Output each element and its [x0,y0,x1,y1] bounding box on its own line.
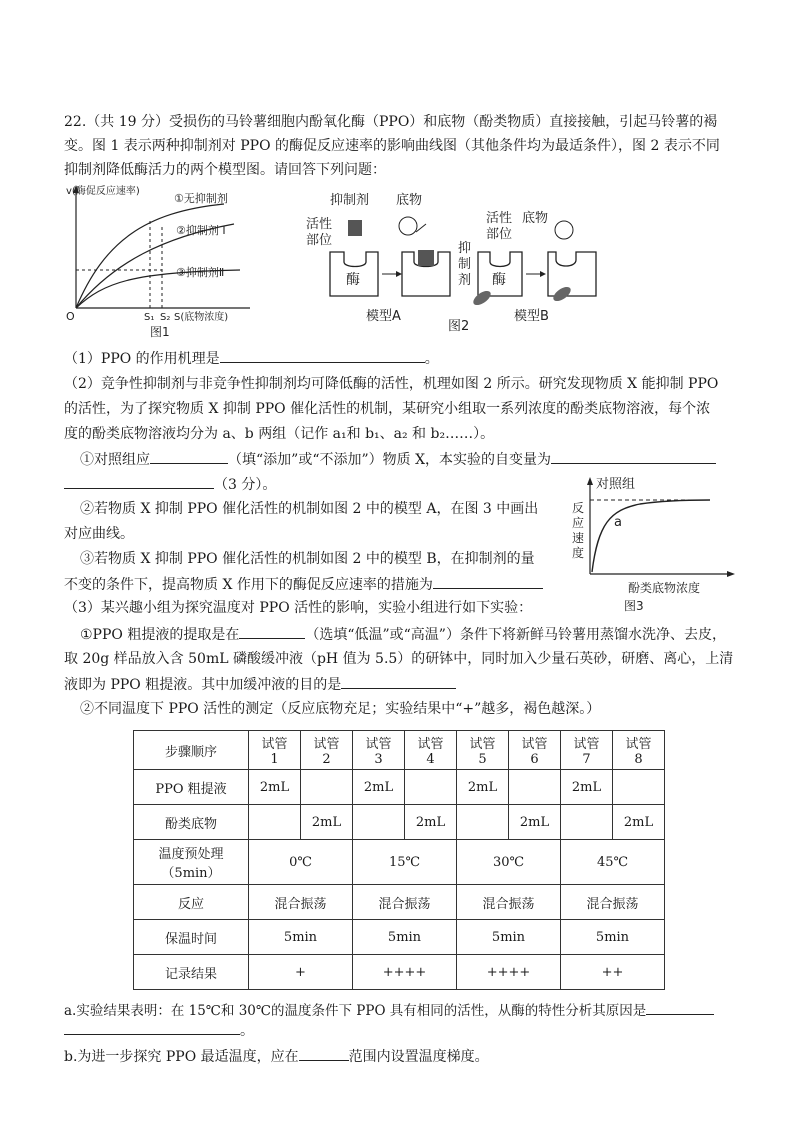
table-header-tube-5: 试管 5 [457,731,509,770]
answer-blank-10[interactable] [299,1046,349,1061]
answer-blank-6[interactable] [239,624,305,639]
figure-1-curve-1-label: ①无抑制剂 [174,192,228,205]
question-1-text: （1）PPO 的作用机理是 [64,351,220,367]
question-3-sub-1-d: 液即为 PPO 粗提液。其中加缓冲液的目的是 [64,677,342,693]
table-cell: 5min [249,920,353,955]
question-intro-line-1: 22.（共 19 分）受损伤的马铃薯细胞内酚氧化酶（PPO）和底物（酚类物质）直接接触，引起马铃薯的褐 [64,114,718,130]
figure-3-curve [592,500,710,572]
figure-2-substrate-a-label: 底物 [396,193,423,208]
table-row [134,805,665,840]
figure-3-curve-label: a [614,515,622,530]
table-cell [249,805,301,840]
question-a-end: 。 [240,1023,254,1039]
figure-1 [64,182,264,340]
question-1-end: 。 [424,351,439,367]
table-cell: ++++ [353,955,457,990]
figure-1-s2: S₂ [160,312,171,323]
figure-2 [300,186,610,336]
table-header-tube-7: 试管 7 [561,731,613,770]
figure-3-control-label: 对照组 [596,477,636,492]
row-label-substrate: 酚类底物 [134,805,249,840]
figure-1-s1: S₁ [144,312,155,323]
table-cell [457,805,509,840]
figure-2-inhibitor-b-char-2: 制 [458,257,472,272]
table-cell: 混合振荡 [561,885,665,920]
table-header-tube-1: 试管 1 [249,731,301,770]
figure-2-active-site-b-label: 活性 [486,211,513,226]
answer-blank-2[interactable] [150,449,228,464]
figure-2-active-site-a-label-2: 部位 [306,233,333,248]
question-b [64,1046,489,1067]
table-cell: 15℃ [353,840,457,885]
table-cell [405,770,457,805]
table-cell: 45℃ [561,840,665,885]
table-cell [509,770,561,805]
answer-blank-3[interactable] [551,449,716,464]
figure-3-caption: 图3 [624,599,644,613]
question-2-line-3: 度的酚类底物溶液均分为 a、b 两组（记作 a₁和 b₁、a₂ 和 b₂……）。 [64,426,495,442]
figure-2-inhibitor-b-char-3: 剂 [458,273,472,288]
question-intro-line-2: 变。图 1 表示两种抑制剂对 PPO 的酶促反应速率的影响曲线图（其他条件均为最适条件），图 2 表示不同 [64,138,720,154]
figure-2-substrate-b-label: 底物 [522,211,549,226]
experiment-table [133,730,665,990]
table-header-tube-4: 试管 4 [405,731,457,770]
answer-blank-9[interactable] [64,1020,240,1035]
figure-2-substrate-a [399,217,417,235]
answer-blank-1[interactable] [220,348,425,363]
question-2-sub-3-line-2 [64,574,543,595]
figure-1-curve-3-label: ③抑制剂Ⅱ [176,266,225,279]
figure-2-active-site-b-label-2: 部位 [486,227,513,242]
table-cell: 2mL [301,805,353,840]
question-a [64,1000,714,1021]
answer-blank-4[interactable] [64,474,214,489]
table-row [134,920,665,955]
figure-2-model-b-label: 模型B [514,309,549,324]
figure-2-model-a-label: 模型A [366,309,401,324]
table-cell: 混合振荡 [353,885,457,920]
figure-3-ylabel-3: 速 [572,531,585,545]
table-cell: 2mL [353,770,405,805]
table-header-tube-2: 试管 2 [301,731,353,770]
answer-blank-5[interactable] [433,574,543,589]
figure-1-xlabel: S(底物浓度) [174,312,229,323]
table-row [134,840,665,885]
question-2-line-2: 的活性，为了探究物质 X 抑制 PPO 催化活性的机制，某研究小组取一系列浓度的酚类底物溶液，每个浓 [64,401,711,417]
figure-3 [570,474,740,614]
table-cell: 2mL [561,770,613,805]
table-cell: 0℃ [249,840,353,885]
figure-2-enzyme-b-label: 酶 [492,272,506,288]
question-2-sub-3-line-1: ③若物质 X 抑制 PPO 催化活性的机制如图 2 中的模型 B，在抑制剂的量 [80,551,535,567]
table-cell: ++++ [457,955,561,990]
figure-1-origin: O [66,310,75,323]
figure-2-active-site-a-label: 活性 [306,217,333,232]
table-row [134,731,665,770]
row-label-temperature: 温度预处理 （5min） [134,840,249,885]
figure-2-inhibitor-shape-a [348,220,362,236]
table-row [134,885,665,920]
figure-2-caption: 图2 [448,319,470,334]
question-a-text: a.实验结果表明：在 15℃和 30℃的温度条件下 PPO 具有相同的活性，从酶的特性分析其原因是 [64,1003,647,1019]
table-cell: ++ [561,955,665,990]
table-cell [561,805,613,840]
table-header-tube-6: 试管 6 [509,731,561,770]
table-cell: 2mL [405,805,457,840]
table-cell [613,770,665,805]
table-header-tube-3: 试管 3 [353,731,405,770]
table-cell: 混合振荡 [249,885,353,920]
question-3-sub-2: ②不同温度下 PPO 活性的测定（反应底物充足；实验结果中“+”越多，褐色越深。） [80,701,601,717]
figure-2-inhibitor-label: 抑制剂 [330,193,370,208]
figure-1-caption: 图1 [150,325,170,339]
table-row [134,955,665,990]
table-cell [301,770,353,805]
figure-3-ylabel-4: 度 [572,546,585,560]
table-cell: 2mL [613,805,665,840]
question-2-sub-3-text: 不变的条件下，提高物质 X 作用下的酶促反应速率的措施为 [64,577,433,593]
table-cell: 混合振荡 [457,885,561,920]
question-1 [64,348,439,369]
row-label-keep-time: 保温时间 [134,920,249,955]
figure-1-curve-2-label: ②抑制剂 I [176,224,226,237]
row-label-result: 记录结果 [134,955,249,990]
table-cell [353,805,405,840]
figure-3-ylabel-1: 反 [572,501,585,515]
table-cell: 5min [353,920,457,955]
question-2-sub-2-line-2: 对应曲线。 [64,526,134,542]
question-2-line-1: （2）竞争性抑制剂与非竞争性抑制剂均可降低酶的活性，机理如图 2 所示。研究发现物质 X 能抑制 PPO [64,376,719,392]
table-header-tube-8: 试管 8 [613,731,665,770]
answer-blank-7[interactable] [341,674,456,689]
row-label-ppo: PPO 粗提液 [134,770,249,805]
table-cell: 30℃ [457,840,561,885]
question-2-sub-1 [80,449,716,470]
answer-blank-8[interactable] [646,1000,714,1015]
table-cell: 2mL [457,770,509,805]
table-corner: 步骤顺序 [134,731,249,770]
question-3-sub-1-a: ①PPO 粗提液的提取是在 [80,627,240,643]
question-intro-line-3: 抑制剂降低酶活力的两个模型图。请回答下列问题： [64,162,386,178]
figure-3-xlabel: 酚类底物浓度 [628,581,701,595]
figure-3-ylabel-2: 应 [572,516,585,530]
table-cell: 2mL [249,770,301,805]
table-cell: 5min [457,920,561,955]
question-3-sub-1-b: （选填“低温”或“高温”）条件下将新鲜马铃薯用蒸馏水洗净、去皮， [305,627,726,643]
table-row [134,770,665,805]
question-3-sub-1-line-3 [64,674,456,695]
question-2-sub-1-a: ①对照组应 [80,452,150,468]
question-2-sub-2-line-1: ②若物质 X 抑制 PPO 催化活性的机制如图 2 中的模型 A，在图 3 中画出 [80,501,539,517]
row-label-reaction: 反应 [134,885,249,920]
table-cell: 5min [561,920,665,955]
question-3-sub-1-line-2: 取 20g 样品放入含 50mL 磷酸缓冲液（pH 值为 5.5）的研钵中，同时加入少量石英砂，研磨、离心，上清 [64,651,734,667]
question-2-sub-1-c: （3 分）。 [214,477,277,493]
question-a-line-2 [64,1020,254,1041]
figure-2-enzyme-a-label: 酶 [346,272,360,288]
question-b-text-a: b.为进一步探究 PPO 最适温度，应在 [64,1049,299,1065]
question-3-sub-1-line-1 [80,624,726,645]
question-2-sub-1-line-2 [64,474,276,495]
figure-1-ylabel: v(酶促反应速率) [66,186,140,197]
table-cell: + [249,955,353,990]
question-3: （3）某兴趣小组为探究温度对 PPO 活性的影响，实验小组进行如下实验： [64,600,533,616]
figure-2-inhibitor-b-char-1: 抑 [458,241,472,256]
question-2-sub-1-b: （填“添加”或“不添加”）物质 X，本实验的自变量为 [228,452,552,468]
table-cell: 2mL [509,805,561,840]
question-b-text-b: 范围内设置温度梯度。 [348,1049,489,1065]
